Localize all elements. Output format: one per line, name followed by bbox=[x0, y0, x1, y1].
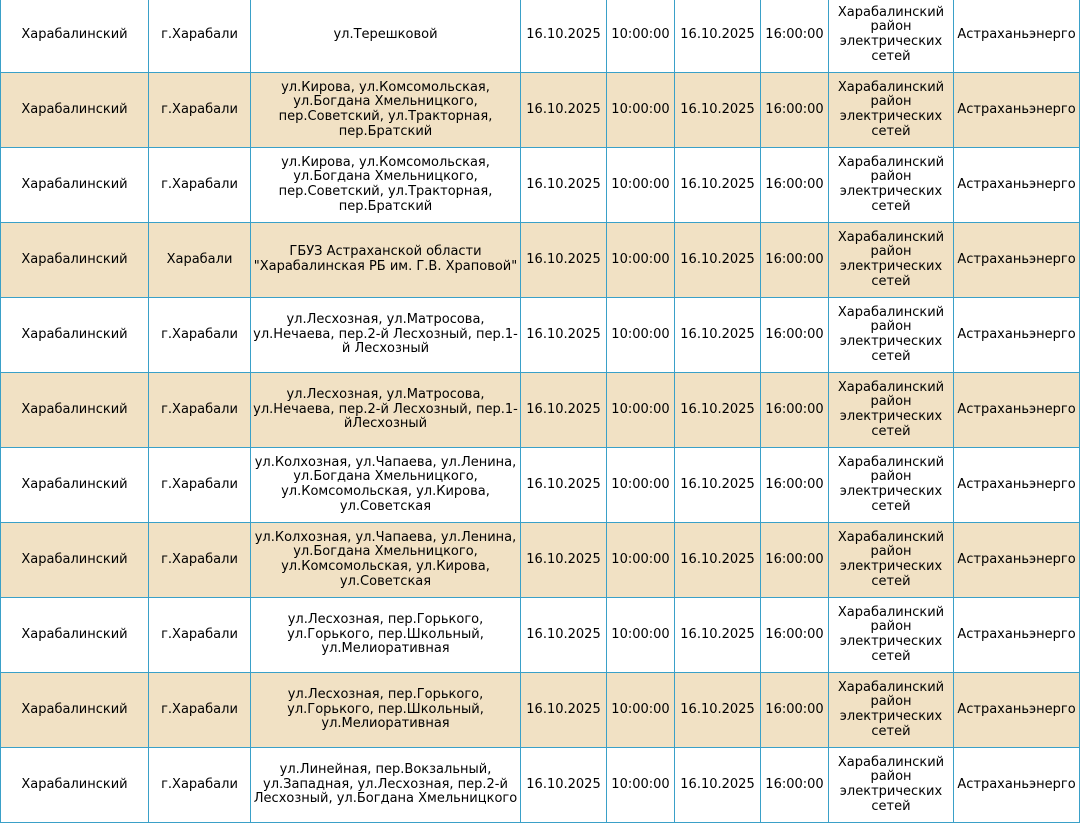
settlement-cell: г.Харабали bbox=[149, 298, 251, 373]
district-cell: Харабалинский bbox=[1, 0, 149, 73]
district-cell: Харабалинский bbox=[1, 748, 149, 823]
organization-cell: Астраханьэнерго bbox=[954, 448, 1080, 523]
address-cell: ул.Лесхозная, пер.Горького, ул.Горького, пер.Школьный, ул.Мелиоративная bbox=[251, 673, 521, 748]
settlement-cell: г.Харабали bbox=[149, 748, 251, 823]
end-date-cell: 16.10.2025 bbox=[675, 373, 761, 448]
end-time-cell: 16:00:00 bbox=[761, 748, 829, 823]
service-cell: Харабалинский район электрических сетей bbox=[829, 73, 954, 148]
table-row bbox=[1, 523, 1080, 598]
address-cell: ул.Линейная, пер.Вокзальный, ул.Западная, ул.Лесхозная, пер.2-й Лесхозный, ул.Богдана Хмельницкого bbox=[251, 748, 521, 823]
end-date-cell: 16.10.2025 bbox=[675, 0, 761, 73]
start-time-cell: 10:00:00 bbox=[607, 523, 675, 598]
district-cell: Харабалинский bbox=[1, 373, 149, 448]
start-date-cell: 16.10.2025 bbox=[521, 148, 607, 223]
start-time-cell: 10:00:00 bbox=[607, 448, 675, 523]
table-row bbox=[1, 448, 1080, 523]
service-cell: Харабалинский район электрических сетей bbox=[829, 298, 954, 373]
end-time-cell: 16:00:00 bbox=[761, 673, 829, 748]
settlement-cell: г.Харабали bbox=[149, 73, 251, 148]
start-date-cell: 16.10.2025 bbox=[521, 673, 607, 748]
start-date-cell: 16.10.2025 bbox=[521, 598, 607, 673]
start-time-cell: 10:00:00 bbox=[607, 148, 675, 223]
end-time-cell: 16:00:00 bbox=[761, 298, 829, 373]
end-time-cell: 16:00:00 bbox=[761, 73, 829, 148]
organization-cell: Астраханьэнерго bbox=[954, 298, 1080, 373]
service-cell: Харабалинский район электрических сетей bbox=[829, 148, 954, 223]
settlement-cell: г.Харабали bbox=[149, 523, 251, 598]
district-cell: Харабалинский bbox=[1, 523, 149, 598]
start-time-cell: 10:00:00 bbox=[607, 673, 675, 748]
end-date-cell: 16.10.2025 bbox=[675, 748, 761, 823]
address-cell: ул.Кирова, ул.Комсомольская, ул.Богдана Хмельницкого, пер.Советский, ул.Тракторная, пер.Братский bbox=[251, 148, 521, 223]
organization-cell: Астраханьэнерго bbox=[954, 673, 1080, 748]
service-cell: Харабалинский район электрических сетей bbox=[829, 598, 954, 673]
service-cell: Харабалинский район электрических сетей bbox=[829, 223, 954, 298]
district-cell: Харабалинский bbox=[1, 448, 149, 523]
table-row bbox=[1, 598, 1080, 673]
end-time-cell: 16:00:00 bbox=[761, 223, 829, 298]
start-time-cell: 10:00:00 bbox=[607, 748, 675, 823]
address-cell: ул.Колхозная, ул.Чапаева, ул.Ленина, ул.Богдана Хмельницкого, ул.Комсомольская, ул.Кирова, ул.Советская bbox=[251, 523, 521, 598]
start-time-cell: 10:00:00 bbox=[607, 598, 675, 673]
address-cell: ул.Терешковой bbox=[251, 0, 521, 73]
table-row bbox=[1, 223, 1080, 298]
end-date-cell: 16.10.2025 bbox=[675, 73, 761, 148]
settlement-cell: г.Харабали bbox=[149, 148, 251, 223]
district-cell: Харабалинский bbox=[1, 298, 149, 373]
end-time-cell: 16:00:00 bbox=[761, 448, 829, 523]
address-cell: ул.Лесхозная, пер.Горького, ул.Горького, пер.Школьный, ул.Мелиоративная bbox=[251, 598, 521, 673]
end-date-cell: 16.10.2025 bbox=[675, 148, 761, 223]
table-row bbox=[1, 673, 1080, 748]
organization-cell: Астраханьэнерго bbox=[954, 0, 1080, 73]
address-cell: ул.Кирова, ул.Комсомольская, ул.Богдана Хмельницкого, пер.Советский, ул.Тракторная, пер.Братский bbox=[251, 73, 521, 148]
table-row bbox=[1, 73, 1080, 148]
start-date-cell: 16.10.2025 bbox=[521, 298, 607, 373]
end-date-cell: 16.10.2025 bbox=[675, 523, 761, 598]
table-row bbox=[1, 748, 1080, 823]
start-time-cell: 10:00:00 bbox=[607, 373, 675, 448]
address-cell: ГБУЗ Астраханской области "Харабалинская РБ им. Г.В. Храповой" bbox=[251, 223, 521, 298]
service-cell: Харабалинский район электрических сетей bbox=[829, 673, 954, 748]
settlement-cell: г.Харабали bbox=[149, 448, 251, 523]
start-date-cell: 16.10.2025 bbox=[521, 373, 607, 448]
service-cell: Харабалинский район электрических сетей bbox=[829, 373, 954, 448]
table-row bbox=[1, 298, 1080, 373]
district-cell: Харабалинский bbox=[1, 73, 149, 148]
start-time-cell: 10:00:00 bbox=[607, 298, 675, 373]
settlement-cell: Харабали bbox=[149, 223, 251, 298]
organization-cell: Астраханьэнерго bbox=[954, 148, 1080, 223]
start-date-cell: 16.10.2025 bbox=[521, 0, 607, 73]
end-date-cell: 16.10.2025 bbox=[675, 673, 761, 748]
start-date-cell: 16.10.2025 bbox=[521, 223, 607, 298]
organization-cell: Астраханьэнерго bbox=[954, 73, 1080, 148]
table-row bbox=[1, 373, 1080, 448]
organization-cell: Астраханьэнерго bbox=[954, 598, 1080, 673]
settlement-cell: г.Харабали bbox=[149, 373, 251, 448]
district-cell: Харабалинский bbox=[1, 223, 149, 298]
end-time-cell: 16:00:00 bbox=[761, 373, 829, 448]
start-date-cell: 16.10.2025 bbox=[521, 523, 607, 598]
address-cell: ул.Лесхозная, ул.Матросова, ул.Нечаева, пер.2-й Лесхозный, пер.1-й Лесхозный bbox=[251, 298, 521, 373]
end-time-cell: 16:00:00 bbox=[761, 598, 829, 673]
end-time-cell: 16:00:00 bbox=[761, 148, 829, 223]
district-cell: Харабалинский bbox=[1, 148, 149, 223]
service-cell: Харабалинский район электрических сетей bbox=[829, 0, 954, 73]
start-time-cell: 10:00:00 bbox=[607, 223, 675, 298]
end-date-cell: 16.10.2025 bbox=[675, 598, 761, 673]
end-date-cell: 16.10.2025 bbox=[675, 448, 761, 523]
end-time-cell: 16:00:00 bbox=[761, 523, 829, 598]
address-cell: ул.Лесхозная, ул.Матросова, ул.Нечаева, пер.2-й Лесхозный, пер.1-йЛесхозный bbox=[251, 373, 521, 448]
settlement-cell: г.Харабали bbox=[149, 0, 251, 73]
table-row bbox=[1, 0, 1080, 73]
start-date-cell: 16.10.2025 bbox=[521, 748, 607, 823]
settlement-cell: г.Харабали bbox=[149, 673, 251, 748]
start-date-cell: 16.10.2025 bbox=[521, 73, 607, 148]
start-time-cell: 10:00:00 bbox=[607, 73, 675, 148]
organization-cell: Астраханьэнерго bbox=[954, 223, 1080, 298]
address-cell: ул.Колхозная, ул.Чапаева, ул.Ленина, ул.Богдана Хмельницкого, ул.Комсомольская, ул.Кирова, ул.Советская bbox=[251, 448, 521, 523]
service-cell: Харабалинский район электрических сетей bbox=[829, 748, 954, 823]
start-date-cell: 16.10.2025 bbox=[521, 448, 607, 523]
service-cell: Харабалинский район электрических сетей bbox=[829, 523, 954, 598]
end-date-cell: 16.10.2025 bbox=[675, 223, 761, 298]
organization-cell: Астраханьэнерго bbox=[954, 748, 1080, 823]
organization-cell: Астраханьэнерго bbox=[954, 373, 1080, 448]
table-row bbox=[1, 148, 1080, 223]
start-time-cell: 10:00:00 bbox=[607, 0, 675, 73]
service-cell: Харабалинский район электрических сетей bbox=[829, 448, 954, 523]
district-cell: Харабалинский bbox=[1, 598, 149, 673]
district-cell: Харабалинский bbox=[1, 673, 149, 748]
end-date-cell: 16.10.2025 bbox=[675, 298, 761, 373]
table-body bbox=[1, 0, 1080, 823]
settlement-cell: г.Харабали bbox=[149, 598, 251, 673]
end-time-cell: 16:00:00 bbox=[761, 0, 829, 73]
organization-cell: Астраханьэнерго bbox=[954, 523, 1080, 598]
